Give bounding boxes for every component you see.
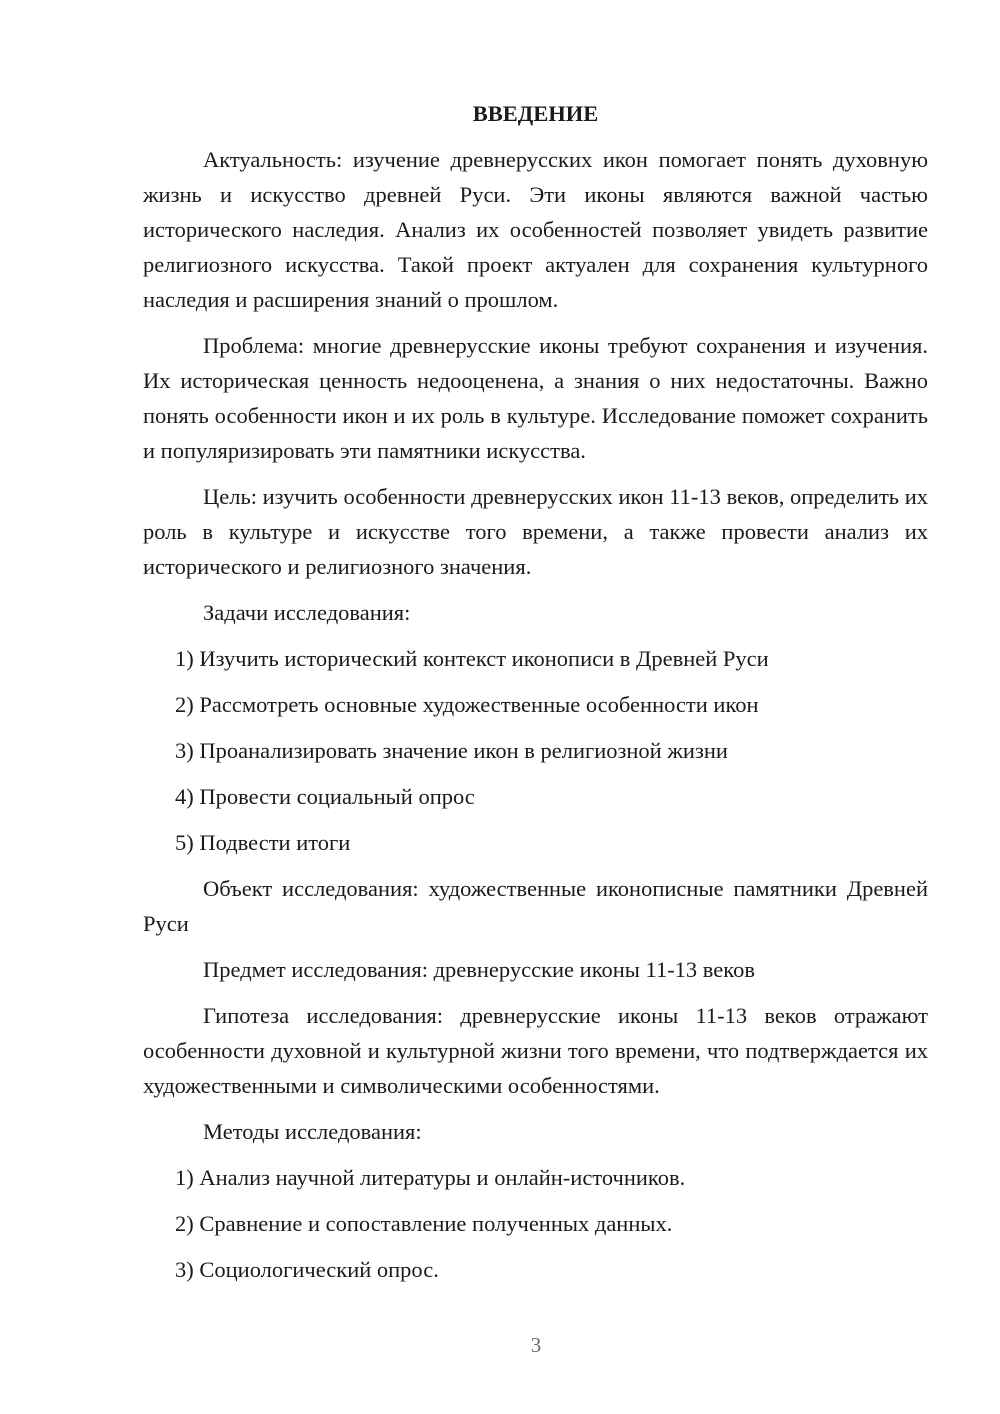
tasks-heading: Задачи исследования:: [203, 600, 411, 625]
list-item: 3) Социологический опрос.: [175, 1257, 439, 1282]
document-page: [143, 96, 928, 1298]
relevance-paragraph: Актуальность: изучение древнерусских икон помогает понять духовную жизнь и искусство древней Руси. Эти иконы являются важной частью исторического наследия. Анализ их особенностей позволяет увидеть развитие религиозного искусства. Такой проект актуален для сохранения культурного наследия и расширения знаний о прошлом.: [143, 147, 928, 312]
goal-paragraph: Цель: изучить особенности древнерусских икон 11-13 веков, определить их роль в культуре и искусстве того времени, а также провести анализ их исторического и религиозного значения.: [143, 484, 928, 579]
methods-heading: Методы исследования:: [203, 1119, 422, 1144]
subject-paragraph: Предмет исследования: древнерусские иконы 11-13 веков: [203, 957, 755, 982]
list-item: 5) Подвести итоги: [175, 830, 351, 855]
list-item: 3) Проанализировать значение икон в религиозной жизни: [175, 738, 728, 763]
list-item: 1) Изучить исторический контекст иконописи в Древней Руси: [175, 646, 769, 671]
list-item: 4) Провести социальный опрос: [175, 784, 475, 809]
object-paragraph: Объект исследования: художественные иконописные памятники Древней Руси: [143, 876, 928, 936]
hypothesis-paragraph: Гипотеза исследования: древнерусские иконы 11-13 веков отражают особенности духовной и культурной жизни того времени, что подтверждается их художественными и символическими особенностями.: [143, 1003, 928, 1098]
problem-paragraph: Проблема: многие древнерусские иконы требуют сохранения и изучения. Их историческая ценность недооценена, а знания о них недостаточны. Важно понять особенности икон и их роль в культуре. Исследование поможет сохранить и популяризировать эти памятники искусства.: [143, 333, 928, 463]
list-item: 1) Анализ научной литературы и онлайн-источников.: [175, 1165, 686, 1190]
methods-list: [143, 1160, 928, 1287]
list-item: 2) Сравнение и сопоставление полученных данных.: [175, 1211, 673, 1236]
section-title: ВВЕДЕНИЕ: [472, 101, 599, 126]
tasks-list: [143, 641, 928, 860]
page-number: 3: [530, 1333, 542, 1357]
list-item: 2) Рассмотреть основные художественные особенности икон: [175, 692, 759, 717]
